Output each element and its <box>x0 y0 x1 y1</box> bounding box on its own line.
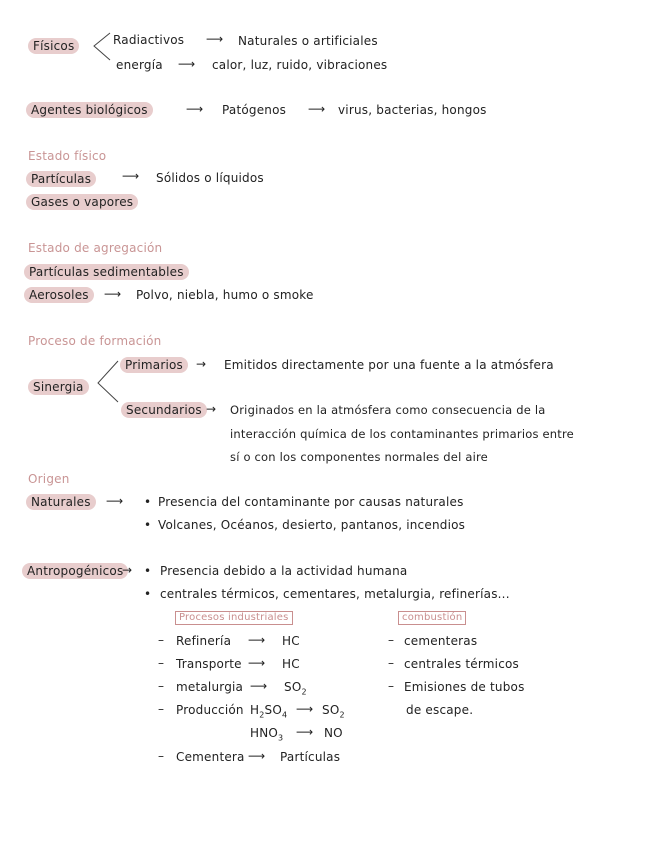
combustion-item-3-cont: de escape. <box>406 703 474 717</box>
fisicos-label: Físicos <box>28 38 79 54</box>
arrow-icon: ⟶ <box>248 749 266 763</box>
agregacion-heading: Estado de agregación <box>28 241 163 255</box>
antropogenicos-label: Antropogénicos <box>22 563 128 579</box>
radiactivos-note: Naturales o artificiales <box>238 34 378 48</box>
proceso-refineria: Refinería <box>176 634 232 648</box>
secundarios-line2: interacción química de los contaminantes primarios entre <box>230 427 574 441</box>
gases-label: Gases o vapores <box>26 194 138 210</box>
arrow-icon: ⟶ <box>248 633 266 647</box>
bracket-sinergia <box>98 361 118 402</box>
proceso-produccion-reactant-2: $HNO_3$ <box>250 726 284 743</box>
arrow-icon: ⟶ <box>296 725 314 739</box>
primarios-label: Primarios <box>120 357 188 373</box>
arrow-icon: ⟶ <box>206 32 224 46</box>
dash-icon: – <box>388 679 395 693</box>
secundarios-label: Secundarios <box>121 402 207 418</box>
arrow-icon: ⟶ <box>296 702 314 716</box>
combustion-heading: combustión <box>398 611 466 625</box>
arrow-icon: → <box>206 402 217 416</box>
dash-icon: – <box>158 679 165 693</box>
particulas-label: Partículas <box>26 171 96 187</box>
bullet-icon: • <box>144 587 152 601</box>
secundarios-line3: sí o con los componentes normales del aire <box>230 450 488 464</box>
bullet-icon: • <box>144 564 152 578</box>
dash-icon: – <box>158 656 165 670</box>
arrow-icon: ⟶ <box>178 57 196 71</box>
proceso-refineria-output: HC <box>282 634 300 648</box>
proceso-cementera-output: Partículas <box>280 750 341 764</box>
proceso-produccion: Producción <box>176 703 244 717</box>
antropogenicos-item-2: centrales térmicos, cementares, metalurgia, refinerías... <box>160 587 510 601</box>
dash-icon: – <box>158 633 165 647</box>
patogenos-examples: virus, bacterias, hongos <box>338 103 487 117</box>
proceso-produccion-output-2: NO <box>324 726 343 740</box>
combustion-item-1: cementeras <box>404 634 478 648</box>
primarios-note: Emitidos directamente por una fuente a la atmósfera <box>224 358 554 372</box>
bracket-fisicos <box>94 33 110 60</box>
combustion-item-2: centrales térmicos <box>404 657 519 671</box>
proceso-produccion-output-1: $SO_2$ <box>322 703 345 720</box>
formacion-heading: Proceso de formación <box>28 334 162 348</box>
particulas-note: Sólidos o líquidos <box>156 171 264 185</box>
naturales-item-1: Presencia del contaminante por causas naturales <box>158 495 464 509</box>
arrow-icon: ⟶ <box>186 102 204 116</box>
bullet-icon: • <box>144 518 152 532</box>
dash-icon: – <box>388 656 395 670</box>
proceso-metalurgia: metalurgia <box>176 680 244 694</box>
estado-fisico-heading: Estado físico <box>28 149 107 163</box>
aerosoles-label: Aerosoles <box>24 287 94 303</box>
origen-heading: Origen <box>28 472 70 486</box>
dash-icon: – <box>158 702 165 716</box>
proceso-produccion-reactant: $H_2SO_4$ <box>250 703 288 720</box>
arrow-icon: → <box>196 357 207 371</box>
bullet-icon: • <box>144 495 152 509</box>
proceso-cementera: Cementera <box>176 750 245 764</box>
naturales-item-2: Volcanes, Océanos, desierto, pantanos, incendios <box>158 518 466 532</box>
biologicos-label: Agentes biológicos <box>26 102 153 118</box>
patogenos-text: Patógenos <box>222 103 287 117</box>
combustion-item-3: Emisiones de tubos <box>404 680 525 694</box>
arrow-icon: ⟶ <box>106 494 124 508</box>
secundarios-line1: Originados en la atmósfera como consecuencia de la <box>230 403 546 417</box>
proceso-transporte-output: HC <box>282 657 300 671</box>
arrow-icon: ⟶ <box>122 169 140 183</box>
arrow-icon: ⟶ <box>250 679 268 693</box>
dash-icon: – <box>158 749 165 763</box>
sedimentables-label: Partículas sedimentables <box>24 264 189 280</box>
energia-text: energía <box>116 58 163 72</box>
procesos-industriales-heading: Procesos industriales <box>175 611 293 625</box>
naturales-label: Naturales <box>26 494 96 510</box>
arrow-icon: ⟶ <box>104 287 122 301</box>
proceso-metalurgia-output: $SO_2$ <box>284 680 307 697</box>
antropogenicos-item-1: Presencia debido a la actividad humana <box>160 564 408 578</box>
aerosoles-note: Polvo, niebla, humo o smoke <box>136 288 314 302</box>
arrow-icon: → <box>122 563 133 577</box>
energia-note: calor, luz, ruido, vibraciones <box>212 58 388 72</box>
sinergia-label: Sinergia <box>28 379 89 395</box>
arrow-icon: ⟶ <box>248 656 266 670</box>
arrow-icon: ⟶ <box>308 102 326 116</box>
dash-icon: – <box>388 633 395 647</box>
radiactivos-text: Radiactivos <box>113 33 185 47</box>
proceso-transporte: Transporte <box>176 657 242 671</box>
